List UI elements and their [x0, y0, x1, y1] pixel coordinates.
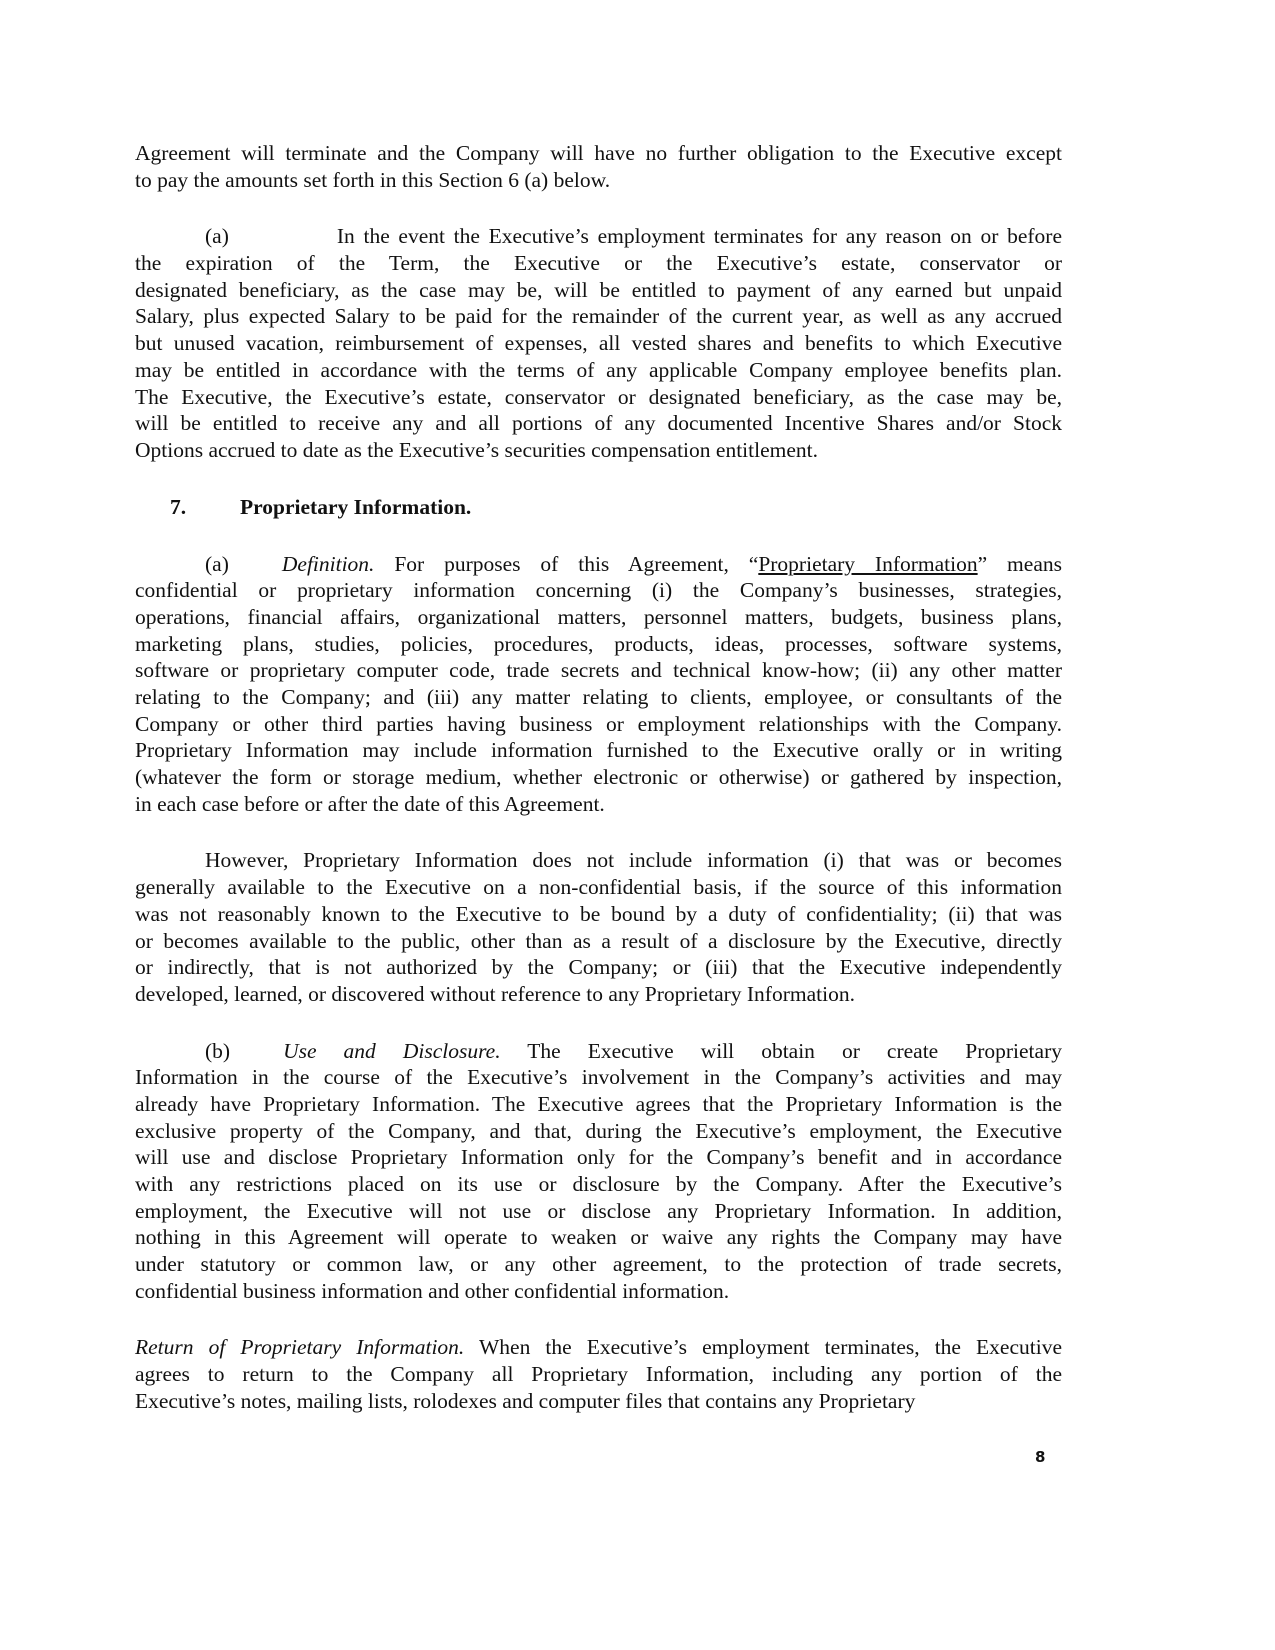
text-line	[135, 604, 1062, 631]
text-line	[135, 551, 1062, 578]
text-line	[135, 384, 1062, 411]
text-line	[135, 1038, 1062, 1065]
text-line	[135, 711, 1062, 738]
text-line	[135, 657, 1062, 684]
text-run: may be entitled in accordance with the terms of any applicable Company employee benefits plan.	[135, 357, 1062, 382]
clause-caption: Return of Proprietary Information.	[135, 1335, 465, 1360]
text-line	[135, 1144, 1062, 1171]
clause-caption: Definition.	[281, 551, 375, 576]
text-line	[135, 1334, 1062, 1361]
clause-label: (a)	[205, 224, 229, 249]
text-line	[135, 1388, 1062, 1415]
paragraph-section-7a-definition	[135, 551, 1062, 818]
section-number: 7.	[170, 494, 187, 519]
text-line	[135, 140, 1062, 167]
paragraph-section-6a	[135, 223, 1062, 463]
text-line	[135, 1198, 1062, 1225]
text-line	[135, 631, 1062, 658]
text-line	[135, 737, 1062, 764]
text-line	[135, 577, 1062, 604]
text-run: designated beneficiary, as the case may be, will be entitled to payment of any earned but unpaid	[135, 277, 1062, 302]
text-run: or indirectly, that is not authorized by the Company; or (iii) that the Executive independently	[135, 955, 1062, 980]
text-line	[135, 410, 1062, 437]
text-line	[135, 791, 1062, 818]
text-run: already have Proprietary Information. The Executive agrees that the Proprietary Information is the	[135, 1091, 1062, 1116]
text-run: For purposes of this Agreement, “	[374, 551, 759, 576]
text-run: nothing in this Agreement will operate to weaken or waive any rights the Company may have	[135, 1225, 1062, 1250]
text-run: in each case before or after the date of this Agreement.	[135, 791, 605, 816]
paragraph-intro-continuation	[135, 140, 1062, 193]
text-run: the expiration of the Term, the Executive or the Executive’s estate, conservator or	[135, 251, 1062, 276]
text-line	[135, 847, 1062, 874]
text-run: will use and disclose Proprietary Information only for the Company’s benefit and in accordance	[135, 1145, 1062, 1170]
text-run: to pay the amounts set forth in this Section 6 (a) below.	[135, 167, 611, 192]
text-run: confidential business information and other confidential information.	[135, 1278, 730, 1303]
text-run: generally available to the Executive on a non-confidential basis, if the source of this information	[135, 875, 1062, 900]
section-heading	[170, 494, 1062, 521]
text-line	[135, 1091, 1062, 1118]
text-run: Agreement will terminate and the Company will have no further obligation to the Executive except	[135, 141, 1062, 165]
text-line	[135, 901, 1062, 928]
text-line	[135, 1361, 1062, 1388]
text-line	[135, 277, 1062, 304]
text-run: was not reasonably known to the Executive to be bound by a duty of confidentiality; (ii) that was	[135, 901, 1062, 926]
clause-caption: Use and Disclosure.	[283, 1038, 501, 1063]
text-line	[135, 764, 1062, 791]
text-run: will be entitled to receive any and all portions of any documented Incentive Shares and/or Stock	[135, 411, 1062, 436]
clause-label: (a)	[205, 551, 229, 576]
text-run: confidential or proprietary information concerning (i) the Company’s businesses, strategies,	[135, 578, 1062, 603]
text-line	[135, 954, 1062, 981]
text-run: agrees to return to the Company all Proprietary Information, including any portion of the	[135, 1362, 1062, 1387]
text-line	[135, 1171, 1062, 1198]
text-run: Proprietary Information may include information furnished to the Executive orally or in writing	[135, 738, 1062, 763]
text-line	[135, 357, 1062, 384]
text-run: In the event the Executive’s employment terminates for any reason on or before	[336, 224, 1062, 249]
text-line	[135, 223, 1062, 250]
text-run: software or proprietary computer code, trade secrets and technical know-how; (ii) any other matter	[135, 658, 1062, 683]
text-line	[135, 1278, 1062, 1305]
text-run: Company or other third parties having business or employment relationships with the Company.	[135, 711, 1062, 736]
text-run: Information in the course of the Executive’s involvement in the Company’s activities and may	[135, 1065, 1062, 1090]
text-run: Salary, plus expected Salary to be paid for the remainder of the current year, as well as any accrued	[135, 304, 1062, 329]
text-run: or becomes available to the public, other than as a result of a disclosure by the Executive, directly	[135, 928, 1062, 953]
text-run: relating to the Company; and (iii) any matter relating to clients, employee, or consultants of the	[135, 685, 1062, 709]
text-line	[135, 684, 1062, 711]
text-run: When the Executive’s employment terminates, the Executive	[464, 1335, 1062, 1360]
paragraph-section-7a-exclusions	[135, 847, 1062, 1007]
text-run: The Executive will obtain or create Proprietary	[500, 1038, 1062, 1063]
text-run: but unused vacation, reimbursement of expenses, all vested shares and benefits to which Executive	[135, 331, 1062, 356]
text-line	[135, 874, 1062, 901]
text-line	[135, 250, 1062, 277]
text-run: marketing plans, studies, policies, procedures, products, ideas, processes, software systems,	[135, 631, 1062, 656]
defined-term: Proprietary Information	[758, 551, 978, 576]
section-title: Proprietary Information.	[240, 494, 472, 519]
text-line	[135, 167, 1062, 194]
text-run: The Executive, the Executive’s estate, conservator or designated beneficiary, as the case may be,	[135, 384, 1062, 409]
text-run: However, Proprietary Information does not include information (i) that was or becomes	[205, 848, 1062, 873]
text-run: ” means	[977, 551, 1062, 576]
paragraph-section-7-return	[135, 1334, 1062, 1414]
page-number: 8	[1035, 1448, 1046, 1466]
text-line	[135, 437, 1062, 464]
text-line	[135, 1118, 1062, 1145]
text-line	[135, 1224, 1062, 1251]
text-run: (whatever the form or storage medium, whether electronic or otherwise) or gathered by inspection,	[135, 765, 1062, 790]
text-run: developed, learned, or discovered without reference to any Proprietary Information.	[135, 981, 855, 1006]
text-line	[135, 1251, 1062, 1278]
text-line	[135, 1064, 1062, 1091]
document-body	[135, 140, 1062, 1415]
paragraph-section-7b-use	[135, 1038, 1062, 1305]
text-run: Executive’s notes, mailing lists, rolodexes and computer files that contains any Proprietary	[135, 1388, 916, 1413]
text-line	[135, 330, 1062, 357]
text-line	[135, 303, 1062, 330]
text-run: with any restrictions placed on its use or disclosure by the Company. After the Executive’s	[135, 1172, 1062, 1196]
clause-label: (b)	[205, 1038, 231, 1063]
text-run: exclusive property of the Company, and that, during the Executive’s employment, the Executive	[135, 1118, 1062, 1143]
text-line	[135, 981, 1062, 1008]
text-run: employment, the Executive will not use or disclose any Proprietary Information. In addition,	[135, 1198, 1062, 1223]
text-run: Options accrued to date as the Executive’s securities compensation entitlement.	[135, 437, 819, 462]
text-run: operations, financial affairs, organizational matters, personnel matters, budgets, business plans,	[135, 604, 1062, 629]
text-run: under statutory or common law, or any other agreement, to the protection of trade secrets,	[135, 1252, 1062, 1277]
text-line	[135, 928, 1062, 955]
